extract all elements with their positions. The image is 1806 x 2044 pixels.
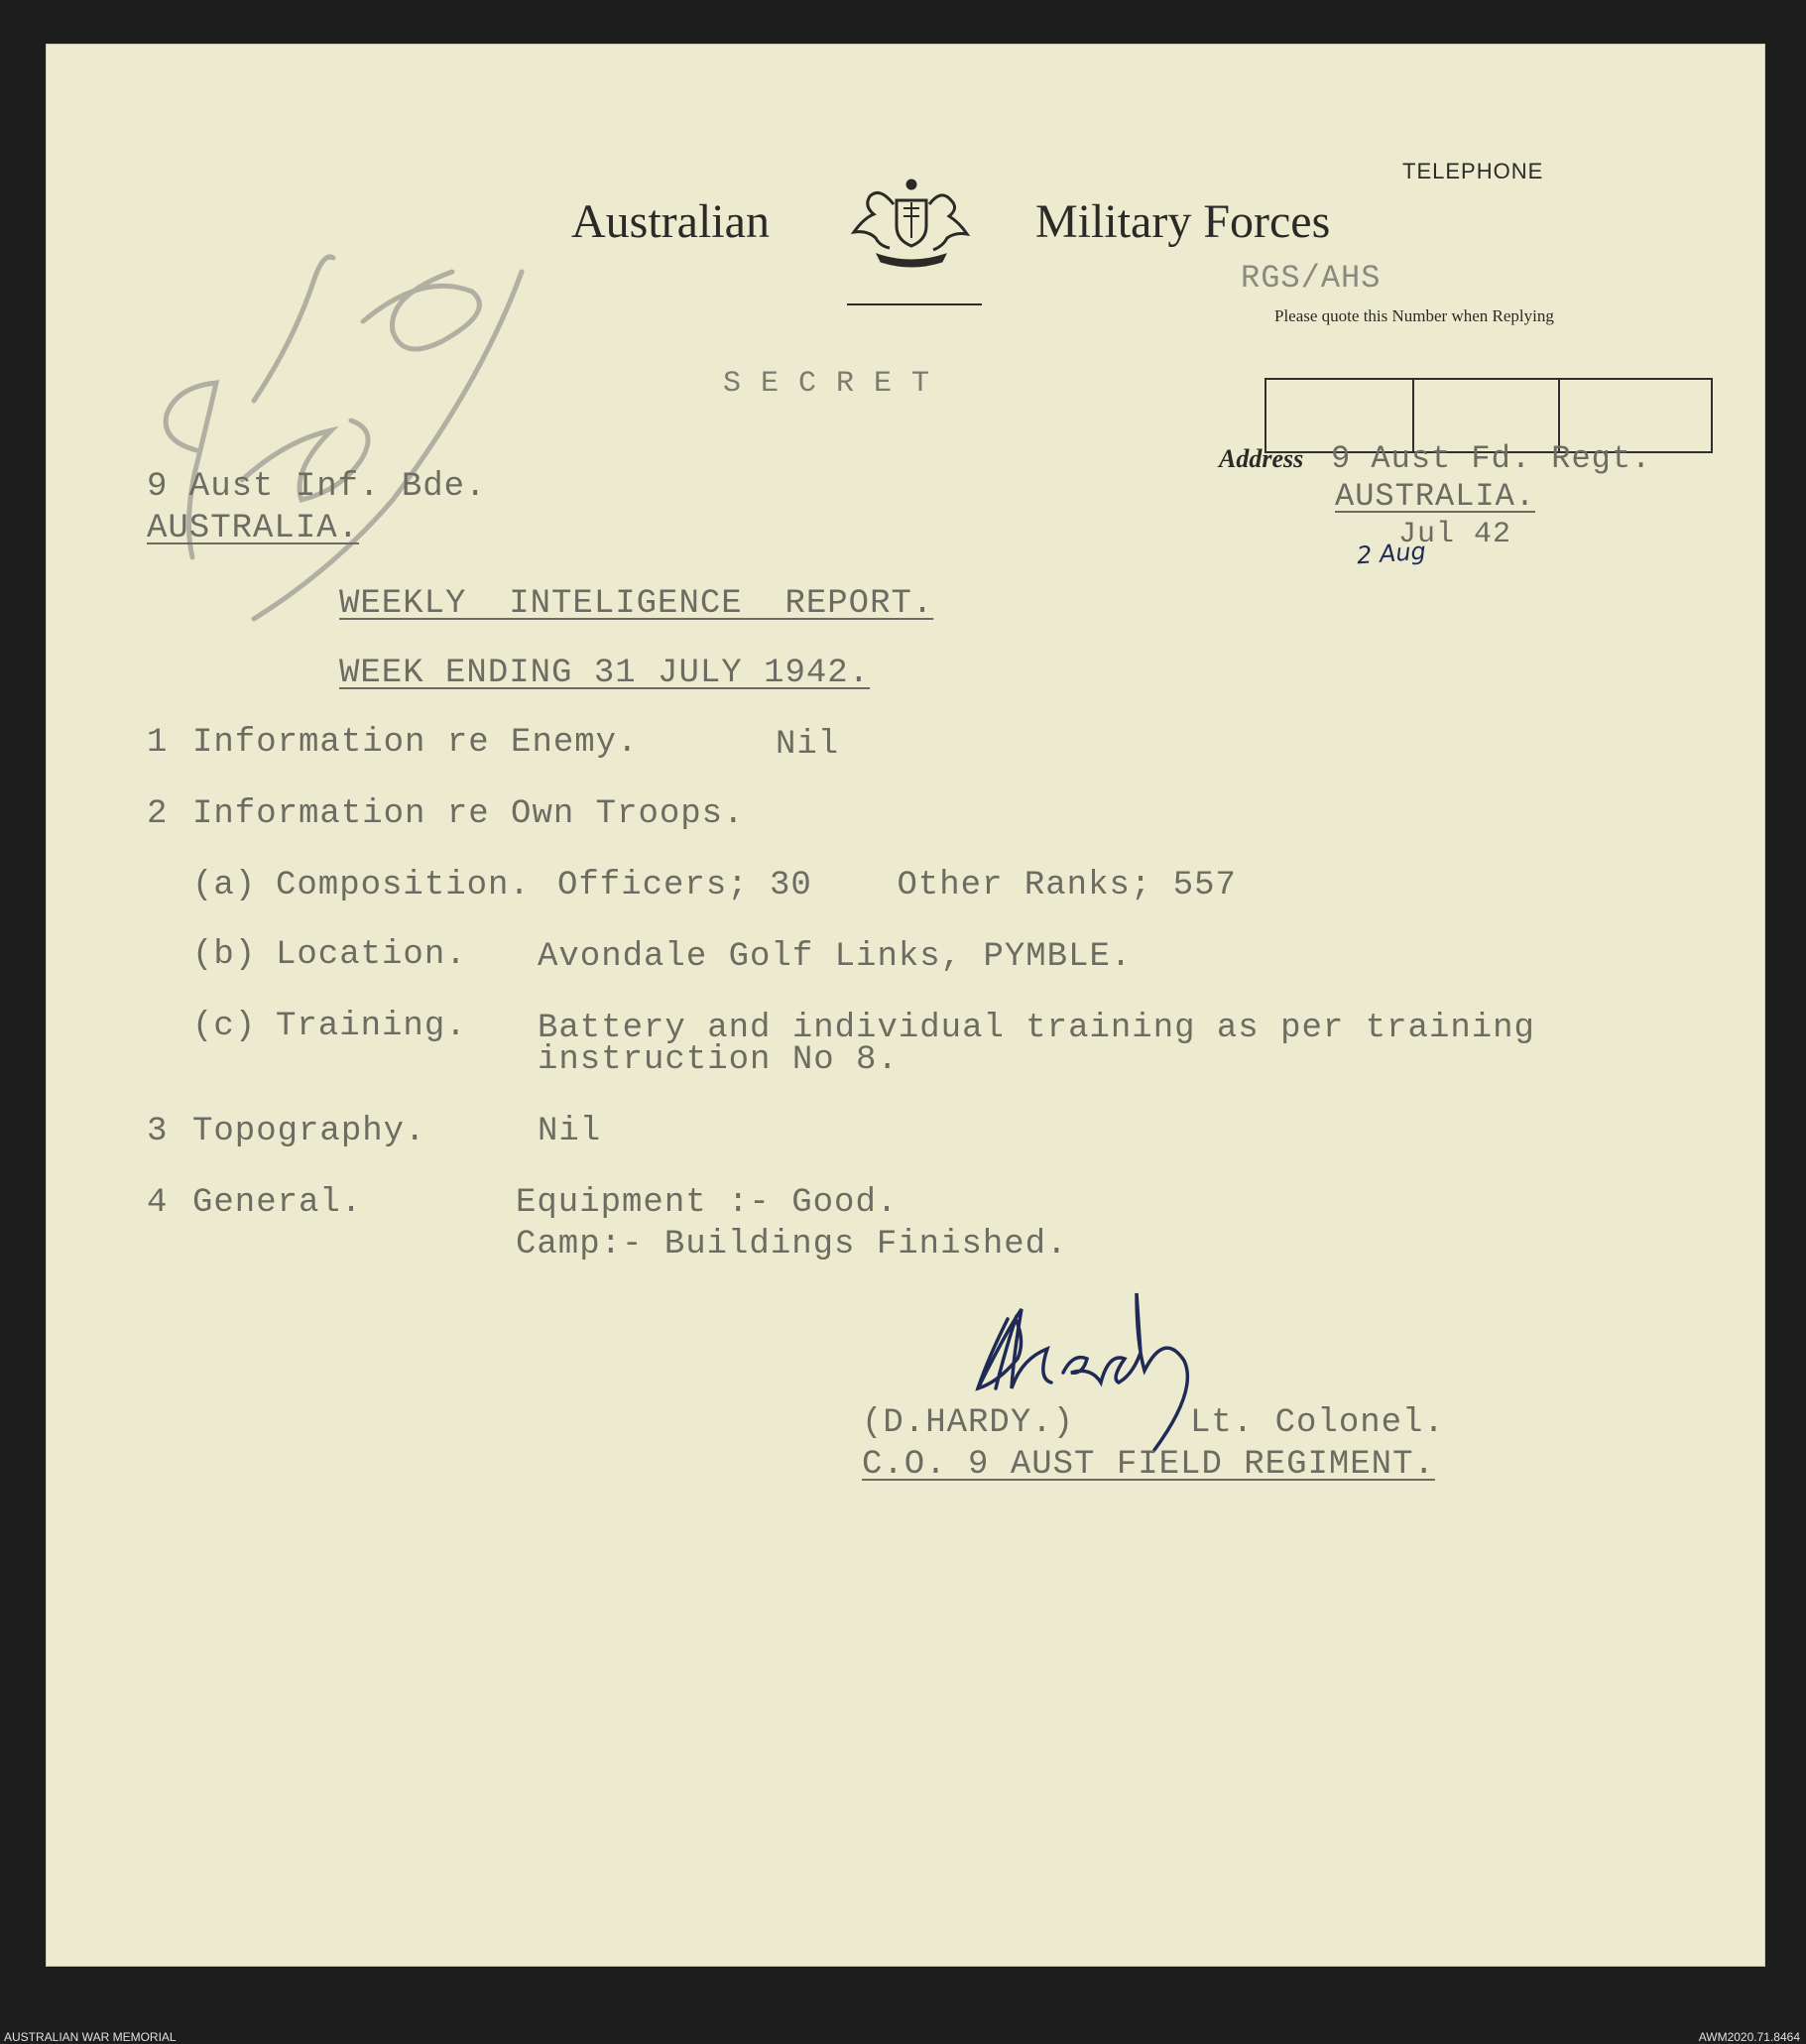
subitem-letter-c: (c) [192, 1008, 257, 1045]
telephone-label: TELEPHONE [1402, 159, 1544, 183]
signatory-rank: Lt. Colonel. [1190, 1404, 1445, 1442]
letterhead-left-word: Australian [571, 195, 770, 248]
subitem-value-a: Officers; 30 Other Ranks; 557 [557, 867, 1237, 904]
address-line1: 9 Aust Fd. Regt. [1331, 440, 1652, 477]
classification-marking: S E C R E T [723, 367, 931, 401]
subitem-label-b: Location. [276, 936, 467, 974]
coat-of-arms-icon [847, 171, 976, 290]
subitem-value-b: Avondale Golf Links, PYMBLE. [538, 938, 1133, 976]
letterhead-right-words: Military Forces [1035, 195, 1331, 248]
item-label-1: Information re Enemy. [192, 724, 639, 762]
letterhead-rule [847, 303, 982, 305]
footer-archive-name: AUSTRALIAN WAR MEMORIAL [4, 2030, 177, 2044]
item-label-2: Information re Own Troops. [192, 795, 745, 833]
item-label-4: General. [192, 1184, 363, 1222]
subitem-value-c-line2: instruction No 8. [538, 1041, 899, 1079]
item-value-4-line1: Equipment :- Good. [516, 1184, 899, 1222]
item-number-3: 3 [147, 1113, 169, 1150]
footer-item-number: AWM2020.71.8464 [1698, 2030, 1800, 2044]
subitem-label-a: Composition. [276, 867, 531, 904]
addressee-line2: AUSTRALIA. [147, 510, 360, 547]
signatory-appointment: C.O. 9 AUST FIELD REGIMENT. [862, 1446, 1435, 1484]
reference-typed: RGS/AHS [1241, 260, 1382, 297]
document-page [46, 44, 1765, 1967]
pencil-annotation [135, 232, 611, 629]
item-number-1: 1 [147, 724, 169, 762]
address-date-typed: Jul 42 [1398, 518, 1512, 551]
item-value-3: Nil [538, 1113, 602, 1150]
reference-caption: Please quote this Number when Replying [1274, 306, 1554, 325]
address-line2: AUSTRALIA. [1335, 478, 1536, 515]
subitem-letter-b: (b) [192, 936, 257, 974]
subitem-letter-a: (a) [192, 867, 257, 904]
subitem-label-c: Training. [276, 1008, 467, 1045]
item-value-1: Nil [776, 726, 840, 764]
item-number-2: 2 [147, 795, 169, 833]
item-number-4: 4 [147, 1184, 169, 1222]
report-title: WEEKLY INTELIGENCE REPORT. [339, 585, 934, 623]
address-date-handwritten: 2 Aug [1356, 537, 1427, 570]
subitem-value-c-line1: Battery and individual training as per training [538, 1010, 1535, 1047]
addressee-line1: 9 Aust Inf. Bde. [147, 468, 487, 506]
signatory-name: (D.HARDY.) [862, 1404, 1075, 1442]
item-value-4-line2: Camp:- Buildings Finished. [516, 1226, 1068, 1263]
address-label: Address [1219, 444, 1304, 473]
item-label-3: Topography. [192, 1113, 426, 1150]
report-subtitle: WEEK ENDING 31 JULY 1942. [339, 655, 871, 692]
